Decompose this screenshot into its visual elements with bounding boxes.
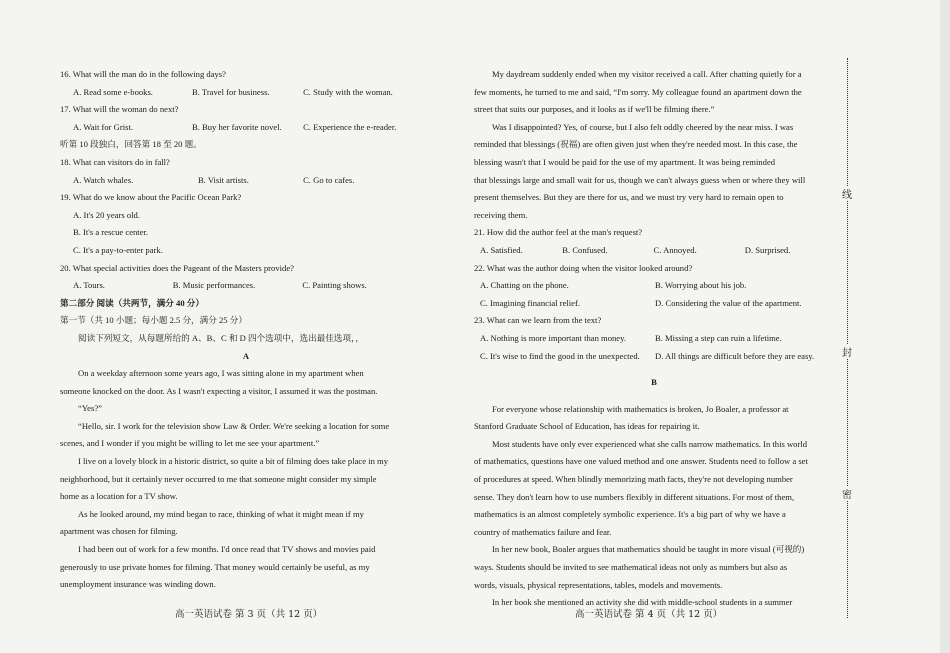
binding-mark-3: 密 (840, 486, 854, 501)
dotted-cut-line (847, 58, 848, 618)
text-line: 22. What was the author doing when the visitor looked around? (474, 262, 693, 273)
text-line: present themselves. But they are there for us, and we must try very hard to remain open to (474, 192, 784, 203)
option-row (474, 330, 834, 348)
text-line: 21. How did the author feel at the man's request? (474, 227, 643, 238)
text-line: My daydream suddenly ended when my visitor received a call. After chatting quietly for a (492, 69, 802, 79)
text-line: mathematics is an almost completely symbolic experience. It's a big part of why we have a (474, 509, 786, 520)
text-line: 听第 10 段独白，回答第 18 至 20 题。 (60, 139, 202, 150)
left-column (60, 66, 432, 594)
answer-option: B. Visit artists. (197, 174, 249, 185)
text-line: “Yes?” (78, 403, 102, 414)
option-row (60, 119, 432, 137)
text-line: 18. What can visitors do in fall? (60, 156, 170, 167)
text-line: of procedures at speed. When blindly memorizing math facts, they're not developing number (474, 474, 793, 485)
answer-option: A. Nothing is more important than money. (480, 332, 626, 343)
answer-option: B. Worrying about his job. (655, 280, 747, 291)
section-heading: B (651, 377, 657, 388)
text-line: I live on a lovely block in a historic district, so quite a bit of filming does take place in my (78, 456, 389, 467)
text-line: C. It's a pay-to-enter park. (73, 244, 163, 255)
text-line: As he looked around, my mind began to race, thinking of what it might mean if my (78, 508, 364, 519)
answer-option: A. Chatting on the phone. (480, 280, 569, 291)
answer-option: C. Painting shows. (302, 280, 367, 291)
text-line: someone knocked on the door. As I wasn't expecting a visitor, I assumed it was the postman. (60, 385, 378, 396)
text-line: Most students have only ever experienced what she calls narrow mathematics. In this world (492, 438, 808, 449)
answer-option: A. Wait for Grist. (73, 121, 134, 132)
page-footer-left: 高一英语试卷 第 3 页（共 12 页） (175, 609, 323, 620)
option-row (60, 172, 432, 190)
text-line: B. It's a rescue center. (73, 227, 149, 238)
answer-option: B. Music performances. (172, 280, 256, 291)
text-line: apartment was chosen for filming. (60, 526, 178, 537)
right-column (474, 66, 834, 612)
option-row (60, 84, 432, 102)
answer-option: B. Confused. (562, 244, 608, 255)
answer-option: A. Tours. (73, 280, 105, 291)
answer-option: C. Go to cafes. (303, 174, 355, 185)
text-line: 17. What will the woman do next? (60, 104, 179, 115)
option-row (60, 277, 432, 295)
text-line: 第二部分 阅读（共两节，满分 40 分） (60, 297, 204, 308)
answer-option: C. Experience the e-reader. (303, 121, 397, 132)
answer-option: D. Surprised. (744, 244, 791, 255)
binding-mark-1: 线 (840, 186, 854, 201)
text-line: ways. Students should be invited to see mathematical ideas not only as numbers but also as (474, 562, 788, 573)
text-line: sense. They don't learn how to use numbers flexibly in different situations. For most of them, (474, 491, 795, 502)
text-line: neighborhood, but it certainly never occurred to me that someone might consider my simple (60, 473, 377, 484)
text-line: In her book she mentioned an activity she did with middle-school students in a summer (492, 597, 793, 608)
answer-option: A. Read some e-books. (73, 86, 153, 97)
binding-line (842, 58, 854, 618)
text-line: For everyone whose relationship with mathematics is broken, Jo Boaler, a professor at (492, 403, 789, 414)
text-line: unemployment insurance was winding down. (60, 579, 216, 590)
text-line: Stanford Graduate School of Education, has ideas for repairing it. (474, 421, 700, 432)
option-row (474, 295, 834, 313)
answer-option: C. Imagining financial relief. (480, 297, 580, 308)
answer-option: C. It's wise to find the good in the unexpected. (480, 350, 640, 361)
text-line: “Hello, sir. I work for the television show Law & Order. We're seeking a location for some (78, 420, 390, 431)
text-line: 阅读下列短文，从每题所给的 A、B、C 和 D 四个选项中，选出最佳选项，， (78, 332, 364, 343)
answer-option: B. Travel for business. (192, 86, 270, 97)
text-line: A. It's 20 years old. (73, 209, 140, 220)
text-line: reminded that blessings (祝福) are often given just when they're needed most. In this case, the (474, 139, 798, 150)
option-row (474, 348, 834, 366)
text-line: 20. What special activities does the Pageant of the Masters provide? (60, 262, 294, 273)
text-line (474, 365, 834, 374)
text-line: In her new book, Boaler argues that mathematics should be taught in more visual (可视的) (492, 544, 805, 555)
answer-option: C. Annoyed. (653, 244, 697, 255)
answer-option: A. Watch whales. (73, 174, 134, 185)
answer-option: C. Study with the woman. (303, 86, 393, 97)
page-footer-right: 高一英语试卷 第 4 页（共 12 页） (575, 609, 723, 620)
text-line: few moments, he turned to me and said, “I'm sorry. My colleague found an apartment down the (474, 86, 802, 97)
answer-option: D. Considering the value of the apartment. (655, 297, 802, 308)
text-line: receiving them. (474, 209, 528, 220)
text-line: 19. What do we know about the Pacific Ocean Park? (60, 192, 242, 203)
text-line: I had been out of work for a few months. I'd once read that TV shows and movies paid (78, 544, 376, 555)
option-row (474, 277, 834, 295)
text-line: home as a location for a TV show. (60, 491, 178, 502)
answer-option: B. Buy her favorite novel. (192, 121, 282, 132)
paper-edge (940, 0, 950, 653)
text-line: Was I disappointed? Yes, of course, but I also felt oddly cheered by the near miss. I was (492, 121, 794, 132)
answer-option: A. Satisfied. (480, 244, 523, 255)
text-line: scenes, and I wonder if you might be willing to let me see your apartment.” (60, 438, 320, 449)
text-line: of mathematics, questions have one valued method and one answer. Students need to follow a set (474, 456, 808, 467)
option-row (474, 242, 834, 260)
text-line: 16. What will the man do in the following days? (60, 69, 226, 79)
text-line: blessing wasn't that I would be paid for the use of my apartment. It was being reminded (474, 156, 776, 167)
text-line: 第一节（共 10 小题；每小题 2.5 分，满分 25 分） (60, 315, 247, 326)
text-line: street that suits our purposes, and it looks as if we'll be filming there.” (474, 104, 715, 115)
text-line: country of mathematics failure and fear. (474, 526, 612, 537)
text-line: generously to use private homes for filming. That money would certainly be useful, as my (60, 561, 370, 572)
text-line: that blessings large and small wait for us, though we can't always guess when or where they will (474, 174, 806, 185)
binding-mark-2: 封 (840, 344, 854, 359)
answer-option: D. All things are difficult before they are easy. (655, 350, 815, 361)
section-heading: A (242, 350, 250, 361)
text-line (474, 392, 834, 401)
text-line: 23. What can we learn from the text? (474, 315, 602, 326)
text-line: On a weekday afternoon some years ago, I was sitting alone in my apartment when (78, 368, 364, 379)
text-line: words, visuals, physical representations, tables, models and movements. (474, 579, 723, 590)
answer-option: B. Missing a step can ruin a lifetime. (655, 332, 782, 343)
